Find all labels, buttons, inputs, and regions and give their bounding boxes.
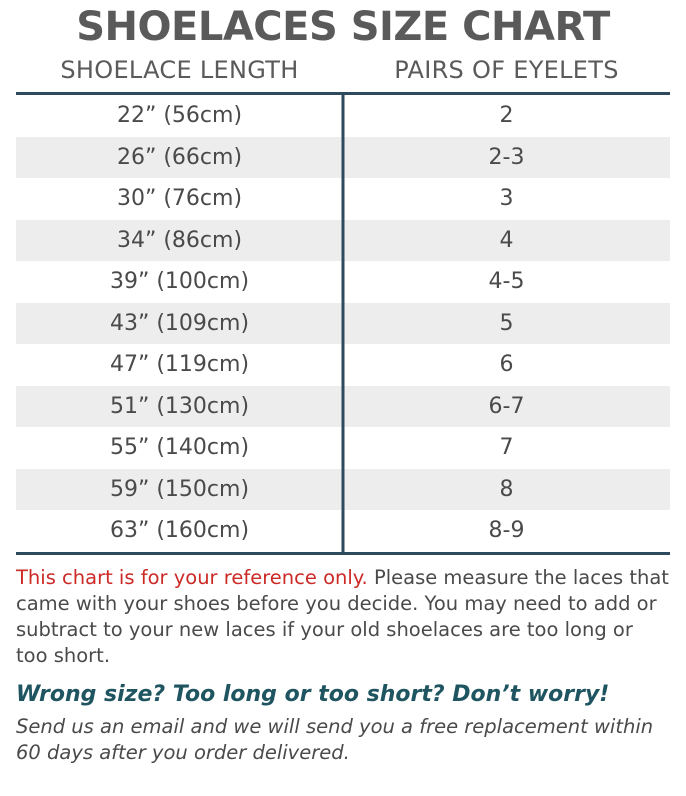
cell-length: 63” (160cm)	[109, 518, 250, 544]
cell-eyelets: 2-3	[488, 144, 525, 170]
cell-eyelets: 8	[499, 476, 514, 502]
size-chart-page	[0, 6, 686, 796]
cell-eyelets: 2	[499, 103, 514, 129]
cell-length: 43” (109cm)	[109, 310, 250, 336]
cell-eyelets: 6-7	[488, 393, 525, 419]
disclaimer-paragraph	[16, 565, 670, 670]
column-header-length: SHOELACE LENGTH	[60, 56, 299, 84]
column-headers	[16, 56, 670, 92]
cell-length: 51” (130cm)	[109, 393, 250, 419]
cell-eyelets: 5	[499, 310, 514, 336]
cell-eyelets: 4-5	[488, 269, 525, 295]
cell-length: 34” (86cm)	[116, 227, 243, 253]
cell-eyelets: 7	[499, 435, 514, 461]
page-title: SHOELACES SIZE CHART	[76, 4, 610, 50]
cell-length: 30” (76cm)	[116, 186, 243, 212]
wrong-size-subheading: Wrong size? Too long or too short? Don’t worry!	[16, 681, 610, 707]
table-divider	[342, 95, 345, 552]
notes-section	[16, 555, 670, 767]
cell-eyelets: 6	[499, 352, 514, 378]
cell-length: 47” (119cm)	[109, 352, 250, 378]
cell-eyelets: 4	[499, 227, 514, 253]
cell-length: 55” (140cm)	[109, 435, 250, 461]
cell-length: 26” (66cm)	[116, 144, 243, 170]
cell-eyelets: 3	[499, 186, 514, 212]
disclaimer-body: Please measure the laces that came with your shoes before you decide. You may need to add or subtract to your new laces if your old shoelaces are too long or too short.	[16, 565, 669, 668]
cell-length: 59” (150cm)	[109, 476, 250, 502]
size-table	[16, 92, 670, 555]
column-header-eyelets: PAIRS OF EYELETS	[394, 56, 619, 84]
disclaimer-warning: This chart is for your reference only.	[16, 565, 368, 589]
cell-length: 22” (56cm)	[116, 103, 243, 129]
cell-eyelets: 8-9	[488, 518, 525, 544]
cell-length: 39” (100cm)	[109, 269, 250, 295]
replacement-note: Send us an email and we will send you a free replacement within 60 days after you order delivered.	[16, 715, 654, 765]
